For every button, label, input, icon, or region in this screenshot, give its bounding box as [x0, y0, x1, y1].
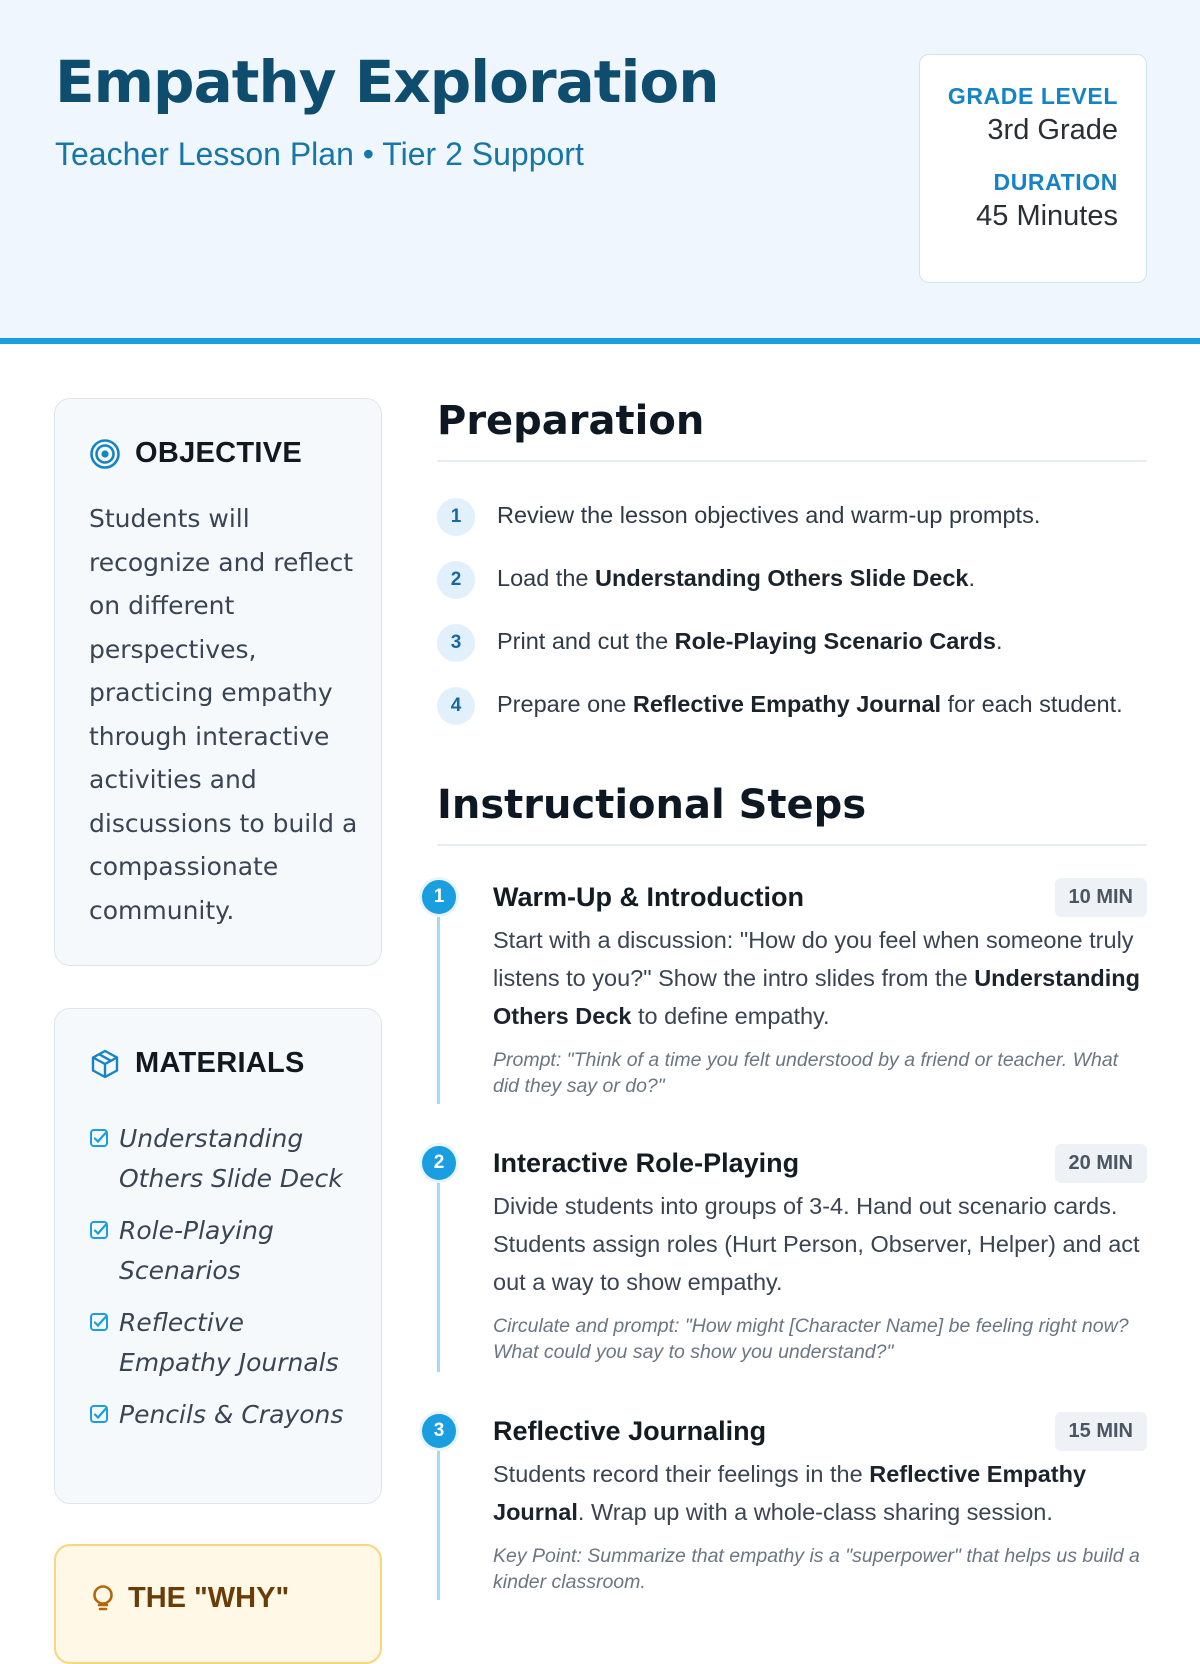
- step-description: Divide students into groups of 3-4. Hand out scenario cards. Students assign roles (Hurt Person, Observer, Helper) and act out a way to show empathy.: [493, 1193, 1140, 1295]
- target-icon: [89, 438, 121, 470]
- list-item: [437, 498, 1040, 536]
- checkbox-icon: [89, 1119, 119, 1199]
- instruction-step: [493, 1411, 1147, 1595]
- material-item-label: Understanding Others Slide Deck: [119, 1124, 343, 1193]
- page-title: Empathy Exploration: [55, 48, 719, 116]
- materials-list: [89, 1119, 359, 1447]
- step-prompt-note: Circulate and prompt: "How might [Character Name] be feeling right now? What could you say to show you understand?": [493, 1315, 1129, 1363]
- duration-label: DURATION: [993, 169, 1118, 195]
- grade-level-label: GRADE LEVEL: [947, 83, 1118, 109]
- material-item-label: Reflective Empathy Journals: [119, 1308, 339, 1377]
- step-title: Reflective Journaling: [493, 1415, 767, 1446]
- prep-item-text: Review the lesson objectives and warm-up prompts.: [497, 502, 1041, 528]
- objective-card: [54, 398, 382, 966]
- package-icon: [89, 1048, 121, 1080]
- grade-level-value: 3rd Grade: [987, 114, 1118, 146]
- step-description: Students record their feelings in the Reflective Empathy Journal. Wrap up with a whole-class sharing session.: [493, 1461, 1087, 1525]
- checkbox-icon: [89, 1303, 119, 1383]
- step-prompt-note: Prompt: "Think of a time you felt understood by a friend or teacher. What did they say or do?": [493, 1049, 1119, 1097]
- materials-card: [54, 1008, 382, 1504]
- step-description: Start with a discussion: "How do you feel when someone truly listens to you?" Show the intro slides from the Understanding Others Deck to define empathy.: [493, 927, 1141, 1029]
- checkbox-icon: [89, 1211, 119, 1291]
- list-item: [89, 1303, 359, 1383]
- list-item: [437, 561, 975, 599]
- material-item-label: Pencils & Crayons: [119, 1400, 344, 1429]
- prep-item-text: Print and cut the Role-Playing Scenario Cards.: [497, 628, 1003, 654]
- prep-item-text: Prepare one Reflective Empathy Journal for each student.: [497, 691, 1123, 717]
- step-number: 1: [437, 498, 475, 536]
- timeline-connector: [437, 896, 440, 1104]
- list-item: [437, 687, 1123, 725]
- duration-value: 45 Minutes: [976, 200, 1118, 232]
- checkbox-icon: [89, 1395, 119, 1435]
- timeline-connector: [437, 1162, 440, 1372]
- step-number: 2: [437, 561, 475, 599]
- step-number-badge: 2: [419, 1143, 459, 1183]
- step-title: Interactive Role-Playing: [493, 1147, 800, 1178]
- timeline-connector: [437, 1430, 440, 1600]
- preparation-heading: Preparation: [437, 398, 1147, 462]
- list-item: [89, 1211, 359, 1291]
- duration-badge: 15 MIN: [1055, 1412, 1147, 1451]
- step-number-badge: 3: [419, 1411, 459, 1451]
- list-item: [437, 624, 1002, 662]
- instruction-step: [493, 877, 1147, 1099]
- page-subtitle: Teacher Lesson Plan • Tier 2 Support: [55, 136, 584, 172]
- step-number: 3: [437, 624, 475, 662]
- step-number-badge: 1: [419, 877, 459, 917]
- lesson-meta-card: [919, 54, 1147, 283]
- material-item-label: Role-Playing Scenarios: [119, 1216, 274, 1285]
- objective-title: OBJECTIVE: [135, 437, 303, 469]
- step-prompt-note: Key Point: Summarize that empathy is a "superpower" that helps us build a kinder classroom.: [493, 1545, 1140, 1593]
- prep-item-text: Load the Understanding Others Slide Deck.: [497, 565, 976, 591]
- why-card: [54, 1544, 382, 1664]
- lesson-header: [0, 0, 1200, 344]
- step-title: Warm-Up & Introduction: [493, 881, 804, 912]
- list-item: [89, 1119, 359, 1199]
- instructional-steps-heading: Instructional Steps: [437, 782, 1147, 846]
- lightbulb-icon: [90, 1584, 116, 1614]
- duration-badge: 10 MIN: [1055, 878, 1147, 917]
- why-title: THE "WHY": [128, 1582, 290, 1614]
- why-heading: [90, 1582, 289, 1615]
- materials-title: MATERIALS: [135, 1047, 305, 1079]
- instruction-step: [493, 1143, 1147, 1365]
- step-number: 4: [437, 687, 475, 725]
- materials-heading: [89, 1047, 305, 1080]
- duration-badge: 20 MIN: [1055, 1144, 1147, 1183]
- objective-heading: [89, 437, 302, 470]
- list-item: [89, 1395, 359, 1435]
- objective-text: Students will recognize and reflect on different perspectives, practicing empathy through interactive activities and discussions to build a compassionate community.: [89, 504, 358, 925]
